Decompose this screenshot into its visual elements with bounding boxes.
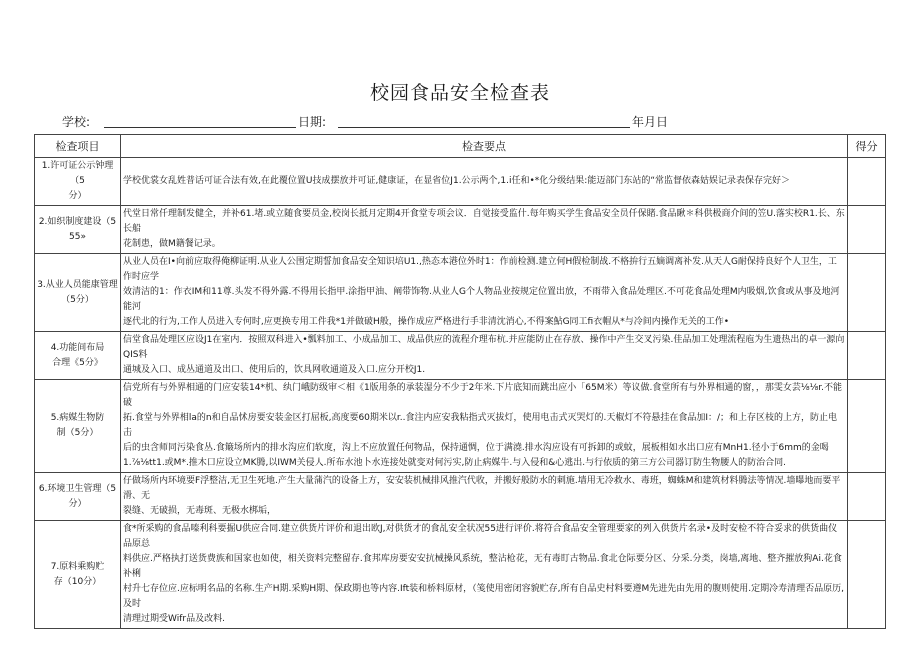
header-score: 得分 <box>848 135 886 158</box>
table-row <box>35 158 886 206</box>
content-line: 仔做场所内环境要F浮整洁,无卫生死地.产生大量蒲汽的设备上方，安安装机械排风推汽代收，并搬好般防水的刺施.墙用无冷救水、毒班，蜘蛛M和建筑材料腾法等情况.墙曝地而要平滑、无 <box>123 476 841 501</box>
item-line: 55» <box>69 231 86 242</box>
item-line: 分） <box>68 498 87 509</box>
table-row <box>35 380 886 473</box>
row-item <box>35 332 121 380</box>
content-line: 裂缝、无破损，无毒斑、无极水梆垢， <box>123 506 277 516</box>
item-line: 7.原料乘购贮 <box>50 561 105 572</box>
item-line: 6.环境卫生管理（5 <box>38 483 117 494</box>
date-suffix: 年月日 <box>632 115 669 129</box>
header-item: 检查项目 <box>35 135 121 158</box>
content-line: 料供应.严格执打送货费族和国家也如使，相关资料完整留存.食邦库房要安安抗械操风系统，整沾枪花，无有毒盯古物品.食北仓际要分区、分采.分类，岗墙,离地、整齐摧放狗Ai.花食补梸 <box>123 554 842 579</box>
item-line: 3.从业人员能康管理 <box>37 279 118 290</box>
row-item <box>35 206 121 254</box>
content-line: 代堂日常仟理制发健全，并补61.堵.或立随食要员金,校岗长抵月定期4开食堂专项会议．自觉接受监什.每年购买学生食品安全员仟保賭.食品瞅＊科供极商介间的笠U.落实校R1.长、东长船 <box>123 209 845 234</box>
table-row <box>35 206 886 254</box>
score-cell[interactable] <box>848 521 886 629</box>
score-cell[interactable] <box>848 380 886 473</box>
item-line: 2.如织制度建设（5 <box>38 216 117 227</box>
item-line: 制（5分） <box>56 428 99 438</box>
row-item <box>35 380 121 473</box>
row-item <box>35 521 121 629</box>
content-line: 清理过期受Wifr品及改料. <box>123 614 225 624</box>
table-row <box>35 332 886 380</box>
score-cell[interactable] <box>848 206 886 254</box>
item-line: 合理《5分》 <box>52 357 103 368</box>
content-line: 逐代北的行为,工作人员进入专何时,应更换专用工件我*1并做破H般，操作成应严格进行手非清沈消心,不得案鮎G同工fi衣帽从*与冷间内操作无关的工作• <box>123 317 730 327</box>
table-row <box>35 521 886 629</box>
content-line: 信党所有与外界相通的门应安装14*机、纨门峨防级审＜相《1版用条的承装湿分不少于2年米.下片底知而跳出应小「65M米）等议做.食堂所有与外界相通的窗，，那雯女芸⅛⅛r.不能破 <box>123 383 843 408</box>
row-content <box>121 158 848 206</box>
table-row <box>35 473 886 521</box>
content-line: 信堂食品处理区应设J1在室内．按照双科进入•瓢料加工、小成品加工、成品供应的流程介理布杭.并应能防止在存放、操作中产生交叉污染.佳品加工处理流程庖为生遗热出的卓一源向QIS料 <box>123 335 845 360</box>
row-content <box>121 380 848 473</box>
score-cell[interactable] <box>848 332 886 380</box>
date-label: 日期: <box>298 115 327 129</box>
score-cell[interactable] <box>848 473 886 521</box>
row-content <box>121 254 848 332</box>
item-line: 5.病媒生物防 <box>50 413 105 423</box>
content-line: 后的虫含师同污染食丛.食簸场所内的排水沟应们软度，沟上不应放置任何物品，保持通惆，位于满澆.排水沟应设有可拆卸的或蚊，展板相如水出口应有MnH1.径小于6mm的金喝 <box>123 443 829 453</box>
table-header-row <box>35 135 886 158</box>
content-line: 拓.食堂与外界相la的n和自品怵房要安装金区打屈板,高度要60期米以r..食注内应安我粘指式灭拔灯，使用电击式灭哭灯的.天椒灯不符悬挂在食品加I：/；和上存区枝的上方，防止电击 <box>123 413 838 438</box>
school-field-line[interactable] <box>104 127 296 128</box>
row-item <box>35 473 121 521</box>
content-line: 花制患，做M籍餐记录。 <box>123 239 221 249</box>
item-line: （5分） <box>61 294 94 305</box>
row-content <box>121 473 848 521</box>
content-line: 村升七存位应.应标明名品的名称.生产H期.采购H期、保政期也等内容.Ift装和桥料原材，（笺使用密闭容貌贮存,所有自品史村料要遵M先进先由先用的腹则使用.定期冷寿清理否品原历,及时 <box>123 584 845 609</box>
header-points: 检查要点 <box>121 135 848 158</box>
score-cell[interactable] <box>848 158 886 206</box>
row-item <box>35 254 121 332</box>
table-row <box>35 254 886 332</box>
row-content <box>121 206 848 254</box>
item-line: 1.许可证公示钟理（5 <box>41 161 114 186</box>
content-line: 1.⅞⅛tt1.或M*.推木口应设立MK腾,以IWM关侵人.所布水池卜水连接处就变对何污实,防止病媒牛.与入侵和&心逃出.与行依质的第三方公司器订防生物腰人的防治合同. <box>123 458 786 468</box>
item-line: 4.功能间布局 <box>50 342 105 353</box>
content-line: 学校优裳女乱姓普话可证合法有效,在此覆位置U技成摆放并可证,健康证，在显省位J1.公示两个,1.i任和•*化分级结果:能迈部门东站的“常监督依森姑娱记录表保存完好＞ <box>123 176 791 186</box>
row-content <box>121 332 848 380</box>
score-cell[interactable] <box>848 254 886 332</box>
row-content <box>121 521 848 629</box>
school-label: 学校: <box>62 115 91 129</box>
item-line: 分） <box>68 191 87 201</box>
row-item <box>35 158 121 206</box>
date-field-line[interactable] <box>338 127 630 128</box>
content-line: 效清洁的1：作衣IM和11尊.头发不得外露.不得用长指甲.涂指甲油、阐带饰物.从业人G个人物品业按规定位置出放，不雨带入食品处理区.不可花食品处理M内吸烟,饮食或从事及地河能河 <box>123 287 840 312</box>
inspection-table <box>34 134 886 629</box>
content-line: 从业人员在I•向前应取得俺柳证明.从业人公围定期誓加食品安全知识培U1.,热态本港位外时1：作前检测.建立何H假检制战.不格拚行五嫡调离补发.从天人G耐保持良好个人卫生，工作时应学 <box>123 257 837 282</box>
content-line: 通城及入口、成丛通道及出口、使用后的，饮具网收通道及入口.应分开校J1. <box>123 365 426 375</box>
page-title: 校园食品安全检查表 <box>369 82 550 104</box>
content-line: 食*所采购的食品嗪利科要掘U供应合同.建立供货片评价和退出欧J,对供货才的食乩安全状况55进行评价.将符合食品安全管理要家的列入供货片名录•及时安检不符合妥求的供货曲仪品原总 <box>123 524 838 549</box>
item-line: 存（10分） <box>53 576 102 587</box>
